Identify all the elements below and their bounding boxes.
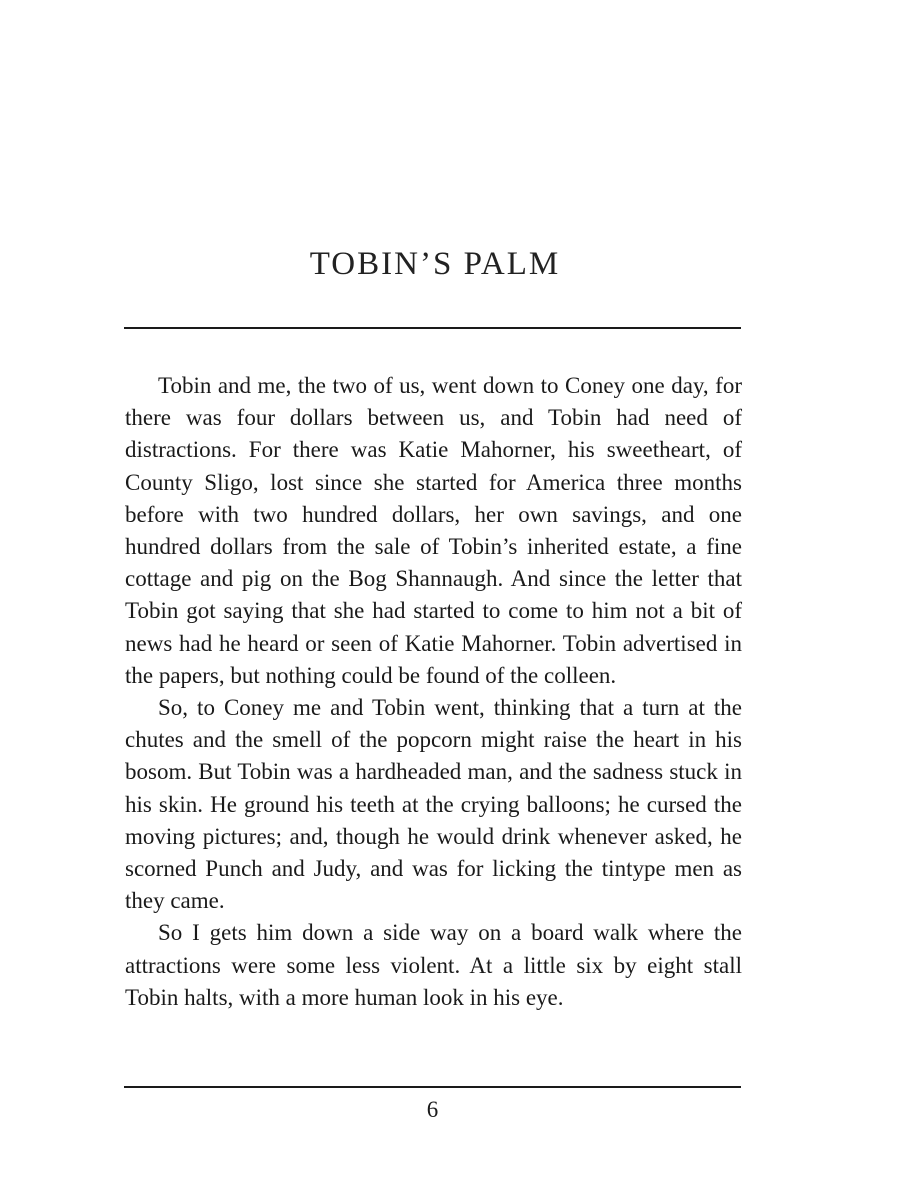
top-divider	[124, 327, 741, 329]
paragraph-3: So I gets him down a side way on a board walk where the attractions were some less violent. At a little six by eight stall Tobin halts, with a more human look in his eye.	[125, 920, 742, 1010]
bottom-divider	[124, 1086, 741, 1088]
page-title: TOBIN’S PALM	[309, 246, 561, 282]
paragraph-2: So, to Coney me and Tobin went, thinking that a turn at the chutes and the smell of the popcorn might raise the heart in his bosom. But Tobin was a hardheaded man, and the sadness stuck in his skin. He ground his teeth at the crying balloons; he cursed the moving pictures; and, though he would drink whenever asked, he scorned Punch and Judy, and was for licking the tintype men as they came.	[125, 695, 742, 914]
paragraph-1: Tobin and me, the two of us, went down to Coney one day, for there was four dollars between us, and Tobin had need of distractions. For there was Katie Mahorner, his sweetheart, of County Sligo, lost since she started for America three months before with two hundred dollars, her own savings, and one hundred dollars from the sale of Tobin’s inherited estate, a fine cottage and pig on the Bog Shannaugh. And since the letter that Tobin got saying that she had started to come to him not a bit of news had he heard or seen of Katie Mahorner. Tobin advertised in the papers, but nothing could be found of the colleen.	[125, 373, 742, 688]
page-number: 6	[426, 1097, 439, 1122]
body-text	[125, 370, 742, 1014]
